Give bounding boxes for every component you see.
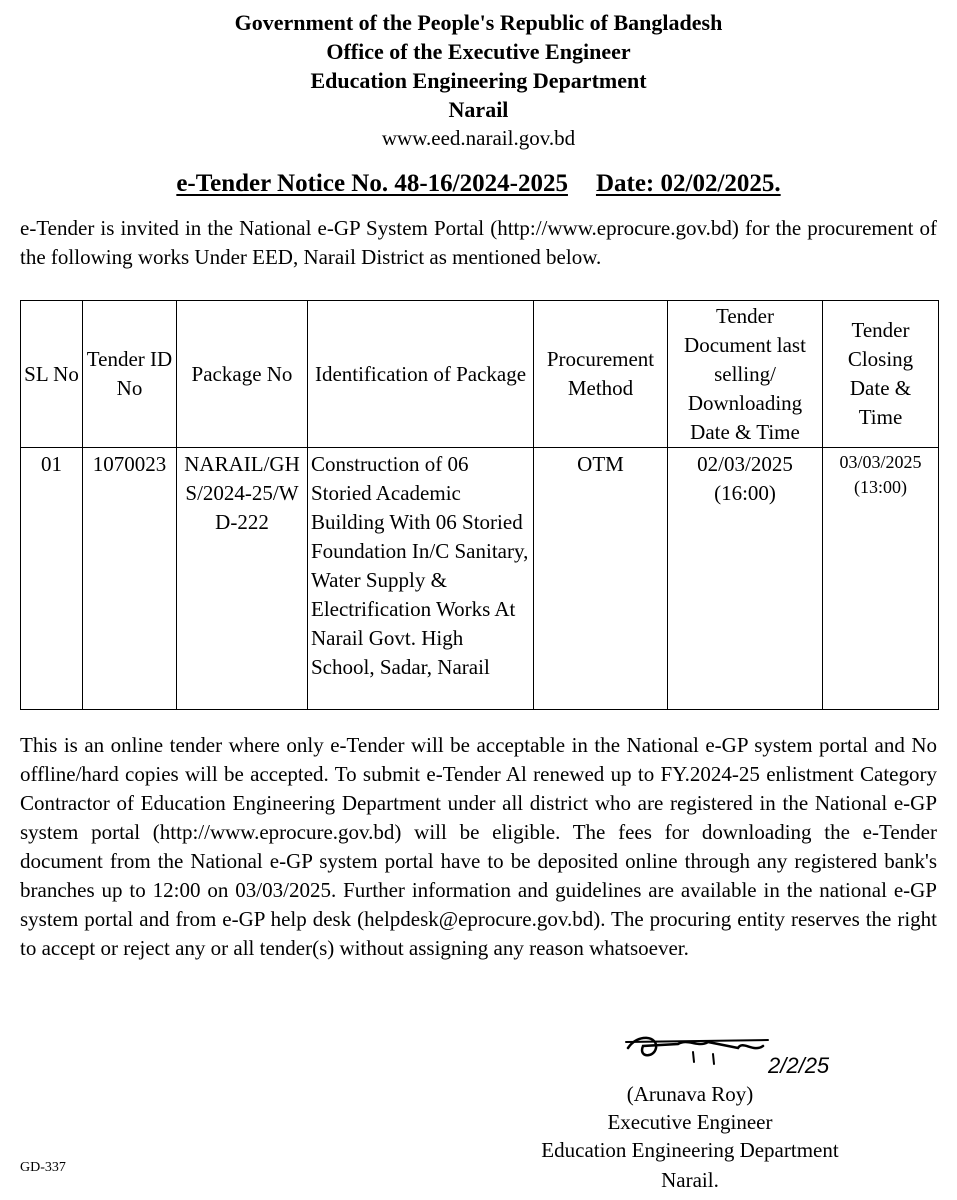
cell-closing-datetime xyxy=(823,448,939,710)
cell-package-no: NARAIL/GHS/2024-25/WD-222 xyxy=(177,448,308,710)
letterhead xyxy=(0,8,957,152)
header-method: Procurement Method xyxy=(534,301,668,448)
header-selling-date: Tender Document last selling/ Downloading Date & Time xyxy=(668,301,823,448)
cell-tender-id: 1070023 xyxy=(83,448,177,710)
header-sl: SL No xyxy=(21,301,83,448)
cell-method: OTM xyxy=(534,448,668,710)
website-url: www.eed.narail.gov.bd xyxy=(381,126,576,150)
table-row xyxy=(21,448,939,710)
notice-number: e-Tender Notice No. 48-16/2024-2025 xyxy=(176,170,568,197)
notice-heading xyxy=(0,168,957,200)
header-package-no: Package No xyxy=(177,301,308,448)
signatory-place: Narail. xyxy=(661,1168,719,1192)
cell-sl: 01 xyxy=(21,448,83,710)
table-header-row xyxy=(21,301,939,448)
selling-date: 02/03/2025 xyxy=(697,452,793,476)
intro-paragraph: e-Tender is invited in the National e-GP System Portal (http://www.eprocure.gov.bd) for the procurement of the following works Under EED, Narail District as mentioned below. xyxy=(20,216,937,269)
terms-paragraph: This is an online tender where only e-Tender will be acceptable in the National e-GP system portal and No offline/hard copies will be accepted. To submit e-Tender Al renewed up to FY.2024-25 enlistment Category Contractor of Education Engineering Department under all district who are registered in the National e-GP system portal (http://www.eprocure.gov.bd) will be eligible. The fees for downloading the e-Tender document from the National e-GP system portal have to be deposited online through any registered bank's branches up to 12:00 on 03/03/2025. Further information and guidelines are available in the national e-GP system portal and from e-GP help desk (helpdesk@eprocure.gov.bd). The procuring entity reserves the right to accept or reject any or all tender(s) without assigning any reason whatsoever. xyxy=(20,733,937,960)
cell-selling-datetime xyxy=(668,448,823,710)
district-title: Narail xyxy=(448,97,509,122)
svg-text:2/2/25: 2/2/25 xyxy=(768,1053,830,1078)
signatory-department: Education Engineering Department xyxy=(541,1138,839,1162)
signature-block xyxy=(500,1018,940,1198)
department-title: Education Engineering Department xyxy=(310,68,647,93)
closing-time: (13:00) xyxy=(854,477,907,497)
government-title: Government of the People's Republic of Bangladesh xyxy=(234,10,723,35)
closing-date: 03/03/2025 xyxy=(839,452,922,472)
signatory-name: (Arunava Roy) xyxy=(626,1082,754,1106)
cell-identification: Construction of 06 Storied Academic Building With 06 Storied Foundation In/C Sanitary, Water Supply & Electrification Works At Narail Govt. High School, Sadar, Narail xyxy=(308,448,534,710)
notice-date: Date: 02/02/2025. xyxy=(595,170,781,197)
header-identification: Identification of Package xyxy=(308,301,534,448)
office-title: Office of the Executive Engineer xyxy=(326,39,631,64)
selling-time: (16:00) xyxy=(714,481,776,505)
header-tender-id: Tender ID No xyxy=(83,301,177,448)
footer-code: GD-337 xyxy=(20,1160,66,1175)
tender-table xyxy=(20,300,939,710)
signatory-title: Executive Engineer xyxy=(607,1110,773,1134)
header-closing-date: Tender Closing Date & Time xyxy=(823,301,939,448)
